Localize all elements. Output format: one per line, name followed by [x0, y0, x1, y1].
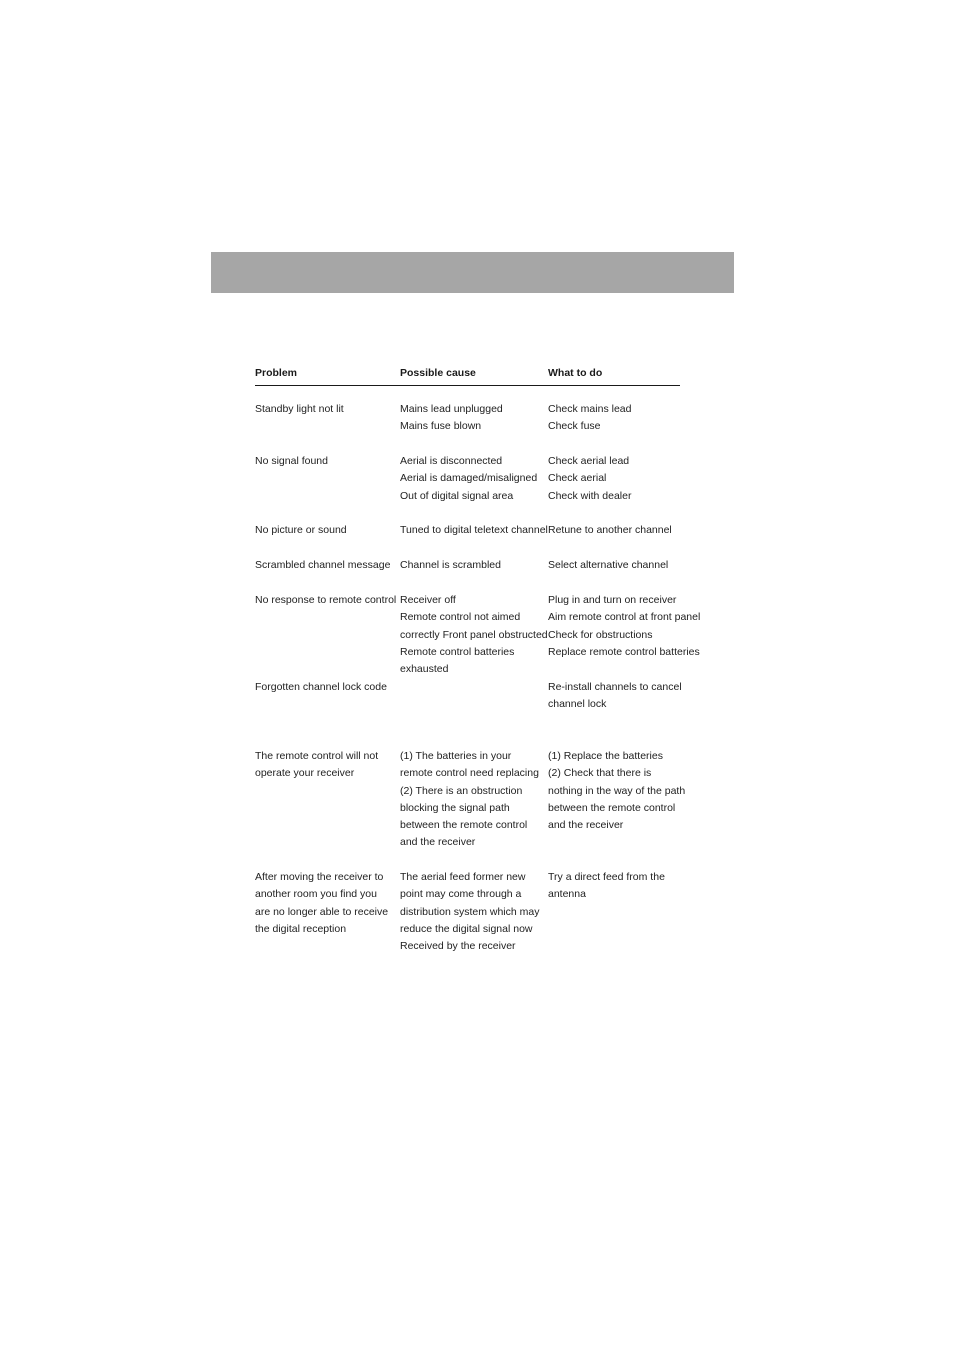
cell-line: correctly Front panel obstructed	[400, 628, 548, 641]
cell-line: exhausted	[400, 663, 449, 676]
cell-action	[548, 522, 672, 539]
header-possible-cause: Possible cause	[400, 367, 476, 379]
cell-problem	[255, 557, 390, 574]
cell-line: Replace remote control batteries	[548, 645, 700, 658]
cell-problem	[255, 453, 328, 470]
cell-line: nothing in the way of the path	[548, 784, 686, 797]
cell-line: The aerial feed former new	[400, 871, 526, 883]
troubleshooting-table	[255, 366, 715, 953]
cell-cause	[400, 401, 503, 436]
cell-line: between the remote control	[548, 801, 676, 814]
cell-line: reduce the digital signal now	[400, 922, 533, 935]
cell-line: Retune to another channel	[548, 524, 672, 536]
cell-line: No signal found	[255, 455, 328, 467]
cell-line: channel lock	[548, 698, 607, 711]
cell-line: Check mains lead	[548, 403, 632, 415]
cell-problem	[255, 869, 388, 938]
cell-line: The remote control will not	[255, 750, 379, 762]
cell-line: Scrambled channel message	[255, 559, 391, 571]
cell-line: Try a direct feed from the	[548, 871, 665, 883]
header-what-to-do: What to do	[548, 367, 603, 379]
cell-line: antenna	[548, 888, 586, 901]
cell-line: and the receiver	[548, 819, 624, 832]
cell-cause	[400, 522, 548, 539]
cell-action	[548, 679, 682, 714]
cell-line: No picture or sound	[255, 524, 347, 536]
cell-action	[548, 869, 665, 904]
cell-line: (1) Replace the batteries	[548, 750, 663, 762]
cell-line: distribution system which may	[400, 905, 540, 918]
cell-cause	[400, 748, 539, 852]
cell-problem	[255, 592, 396, 609]
cell-line: and the receiver	[400, 836, 476, 849]
cell-line: Check aerial	[548, 472, 607, 485]
cell-line: Received by the receiver	[400, 940, 516, 953]
cell-line: remote control need replacing	[400, 767, 539, 780]
cell-line: Select alternative channel	[548, 559, 669, 571]
cell-line: are no longer able to receive	[255, 905, 389, 918]
cell-line: Aerial is damaged/misaligned	[400, 472, 538, 485]
cell-line: Check aerial lead	[548, 455, 630, 467]
cell-action	[548, 453, 631, 505]
cell-line: Aerial is disconnected	[400, 455, 503, 467]
cell-problem	[255, 522, 347, 539]
cell-line: Aim remote control at front panel	[548, 611, 701, 624]
table-header	[255, 366, 680, 386]
cell-line: Mains fuse blown	[400, 420, 482, 433]
cell-line: Channel is scrambled	[400, 559, 501, 571]
cell-action	[548, 557, 668, 574]
cell-line: Plug in and turn on receiver	[548, 594, 677, 606]
header-problem: Problem	[255, 367, 298, 379]
cell-line: (2) There is an obstruction	[400, 784, 523, 797]
cell-line: Re-install channels to cancel	[548, 681, 682, 693]
cell-cause	[400, 557, 501, 574]
cell-line: Remote control batteries	[400, 645, 515, 658]
cell-line: (2) Check that there is	[548, 767, 652, 780]
cell-line: No response to remote control	[255, 594, 397, 606]
cell-line: the digital reception	[255, 922, 347, 935]
cell-line: Tuned to digital teletext channel	[400, 524, 548, 536]
cell-line: Forgotten channel lock code	[255, 681, 387, 693]
cell-line: Check fuse	[548, 420, 601, 433]
cell-line: (1) The batteries in your	[400, 750, 512, 762]
cell-line: another room you find you	[255, 888, 377, 901]
cell-cause	[400, 453, 537, 505]
cell-line: point may come through a	[400, 888, 522, 901]
cell-line: Standby light not lit	[255, 403, 344, 415]
cell-line: Remote control not aimed	[400, 611, 521, 624]
cell-action	[548, 401, 631, 436]
cell-line: between the remote control	[400, 819, 528, 832]
cell-action	[548, 592, 700, 661]
cell-line: Out of digital signal area	[400, 489, 514, 502]
cell-line: After moving the receiver to	[255, 871, 384, 883]
cell-problem	[255, 679, 387, 696]
cell-line: Receiver off	[400, 594, 456, 606]
cell-cause	[400, 869, 539, 955]
cell-action	[548, 748, 685, 834]
cell-line: blocking the signal path	[400, 801, 510, 814]
cell-line: Mains lead unplugged	[400, 403, 503, 415]
cell-problem	[255, 401, 344, 418]
cell-cause	[400, 592, 548, 678]
header-bar	[211, 252, 734, 293]
cell-line: Check for obstructions	[548, 628, 653, 641]
cell-line: Check with dealer	[548, 489, 632, 502]
cell-problem	[255, 748, 378, 783]
cell-line: operate your receiver	[255, 767, 355, 780]
